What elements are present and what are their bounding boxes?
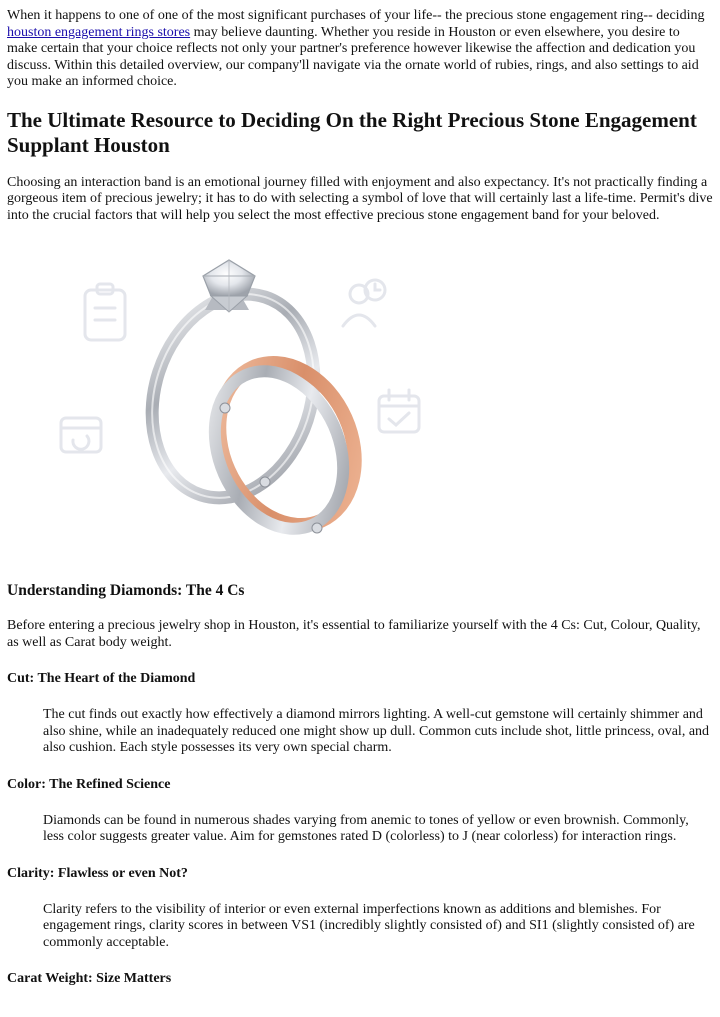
color-text: Diamonds can be found in numerous shades varying from anemic to tones of yellow or even brownish. Commonly, less color suggests greater value. Aim for gemstones rated D (colorless) to J (near colorless) for interaction rings. bbox=[43, 812, 689, 844]
two-tone-band bbox=[191, 341, 380, 549]
houston-engagement-rings-link[interactable]: houston engagement rings stores bbox=[7, 24, 191, 40]
calendar-refresh-icon bbox=[61, 418, 101, 452]
four-cs-heading: Understanding Diamonds: The 4 Cs bbox=[7, 582, 245, 599]
clipboard-icon bbox=[85, 284, 125, 340]
choosing-paragraph: Choosing an interaction band is an emotional journey filled with enjoyment and also expectancy. It's not practically finding a gorgeous item of precious jewelry; it has to do with selecting a symbol of love that will certainly last a life-time. Permit's dive into the crucial factors that will help you select the most effective precious stone engagement band for your beloved. bbox=[7, 174, 713, 223]
cut-heading: Cut: The Heart of the Diamond bbox=[7, 671, 196, 686]
cut-text: The cut finds out exactly how effectively a diamond mirrors lighting. A well-cut gemstone will certainly shimmer and also shine, while an inadequately reduced one might show up dull. Common cuts include shot, little princess, oval, and also cushion. Each style possesses its very own special charm. bbox=[43, 707, 710, 755]
clarity-heading: Clarity: Flawless or even Not? bbox=[7, 865, 188, 881]
rings-illustration bbox=[7, 238, 713, 568]
main-heading: The Ultimate Resource to Deciding On the Right Precious Stone Engagement Supplant Houston bbox=[7, 107, 697, 157]
intro-text-end: may believe daunting. Whether you reside in Houston or even elsewhere, you desire to make certain that your choice reflects not only your partner's preference however likewise the affection and dedication you discuss. Within this detailed overview, our company'll navigate via the ornate world of rubies, rings, and also settings to aid you make an informed choice. bbox=[7, 24, 699, 89]
user-clock-icon bbox=[343, 280, 385, 326]
calendar-check-icon bbox=[379, 390, 419, 432]
clarity-text: Clarity refers to the visibility of interior or even external imperfections known as additions and blemishes. For engagement rings, clarity scores in between VS1 (incredibly slightly consisted of) and SI1 (slightly consisted of) are commonly acceptable. bbox=[43, 901, 695, 950]
carat-heading: Carat Weight: Size Matters bbox=[7, 971, 172, 986]
rings-image bbox=[7, 238, 713, 568]
color-heading: Color: The Refined Science bbox=[7, 776, 171, 792]
intro-text-start: When it happens to one of one of the most significant purchases of your life-- the precious stone engagement ring-- deciding bbox=[7, 8, 705, 23]
four-cs-intro: Before entering a precious jewelry shop in Houston, it's essential to familiarize yourself with the 4 Cs: Cut, Colour, Quality, as well as Carat body weight. bbox=[7, 618, 701, 650]
intro-paragraph bbox=[7, 0, 713, 91]
